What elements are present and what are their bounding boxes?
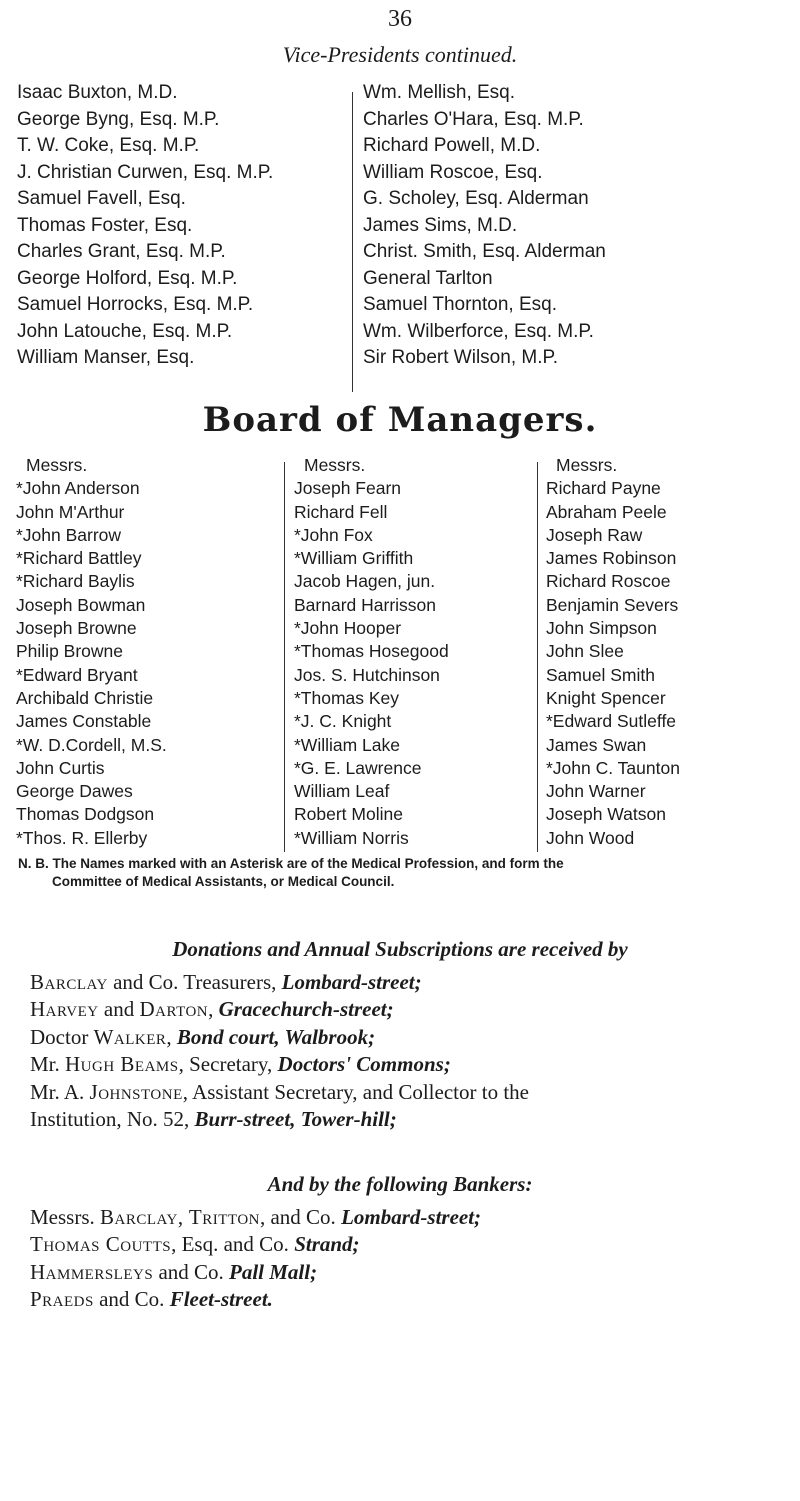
donation-receiver-line [0, 996, 800, 1024]
manager-name: William Leaf [294, 781, 390, 802]
column-divider [284, 462, 285, 852]
vice-president-name: William Roscoe, Esq. [363, 161, 543, 183]
vice-president-name: John Latouche, Esq. M.P. [17, 320, 233, 342]
column-head: Messrs. [304, 455, 366, 475]
receiver-address: Burr-street, Tower-hill; [194, 1107, 397, 1131]
vice-president-name: General Tarlton [363, 267, 493, 289]
banker-name: Hammersleys [30, 1259, 154, 1284]
manager-name: John Slee [546, 641, 624, 662]
manager-name: Joseph Browne [16, 618, 137, 639]
receiver-name: Barclay [30, 969, 108, 994]
banker-line [0, 1231, 800, 1259]
banker-line [0, 1286, 800, 1314]
banker-text: and Co. [93, 1287, 170, 1311]
board-of-managers-heading: Board of Managers. [202, 400, 598, 440]
manager-name: *G. E. Lawrence [294, 757, 422, 778]
manager-name: Richard Roscoe [546, 571, 671, 592]
banker-address: Pall Mall; [229, 1259, 318, 1284]
receiver-text: Doctor [30, 1024, 94, 1049]
managers-column-1 [16, 454, 278, 850]
asterisk-note [18, 855, 788, 891]
managers-column-2 [294, 454, 534, 850]
vice-presidents-title: Vice-Presidents continued. [282, 42, 518, 67]
column-head: Messrs. [556, 455, 618, 475]
receiver-name: Harvey [30, 997, 99, 1021]
receiver-address: Doctors' Commons; [277, 1052, 451, 1076]
manager-name: *John Anderson [16, 478, 140, 499]
manager-name: *William Griffith [294, 548, 414, 569]
receiver-text: , [208, 997, 219, 1021]
vice-president-name: Samuel Horrocks, Esq. M.P. [17, 294, 254, 315]
receiver-address: Gracechurch-street; [218, 997, 394, 1021]
manager-name: *J. C. Knight [294, 711, 392, 732]
manager-name: Joseph Raw [546, 524, 643, 545]
vice-president-name: Charles Grant, Esq. M.P. [17, 241, 226, 262]
manager-name: Richard Payne [546, 478, 661, 499]
banker-text: and Co. [153, 1259, 230, 1284]
banker-name: Barclay, Tritton [100, 1204, 260, 1229]
banker-name: Praeds [30, 1287, 94, 1311]
donation-receiver-line [0, 969, 800, 997]
manager-name: *Thomas Hosegood [294, 641, 449, 662]
banker-address: Lombard-street; [341, 1204, 482, 1229]
receiver-text: and Co. Treasurers, [107, 969, 282, 994]
manager-name: *William Norris [294, 827, 409, 848]
donations-heading: Donations and Annual Subscriptions are received by [172, 937, 628, 961]
manager-name: George Dawes [16, 781, 133, 802]
receiver-text: and [98, 997, 140, 1021]
vice-president-name: William Manser, Esq. [17, 347, 195, 368]
page-number: 36 [388, 6, 412, 32]
receiver-text: , Assistant Secretary, and Collector to the [182, 1079, 529, 1104]
manager-name: Abraham Peele [546, 501, 667, 522]
manager-name: Jacob Hagen, jun. [294, 571, 436, 592]
managers-column-3 [546, 454, 796, 850]
donations-section [0, 936, 800, 1134]
bankers-heading: And by the following Bankers: [267, 1172, 533, 1196]
vice-president-name: J. Christian Curwen, Esq. M.P. [17, 161, 274, 183]
manager-name: *William Lake [294, 734, 400, 755]
manager-name: James Robinson [546, 548, 677, 569]
receiver-text: Mr. A. [30, 1079, 90, 1104]
receiver-name: Darton [139, 997, 209, 1021]
manager-name: Joseph Watson [546, 804, 666, 825]
manager-name: Barnard Harrisson [294, 594, 436, 615]
manager-name: Joseph Fearn [294, 478, 402, 499]
vice-president-name: Christ. Smith, Esq. Alderman [363, 241, 606, 262]
vice-presidents-left-column [17, 80, 337, 372]
banker-address: Strand; [294, 1232, 360, 1256]
vice-president-name: G. Scholey, Esq. Alderman [363, 188, 589, 209]
receiver-text: , Secretary, [178, 1052, 278, 1076]
vice-president-name: Charles O'Hara, Esq. M.P. [363, 108, 584, 130]
manager-name: Richard Fell [294, 501, 388, 522]
vice-president-name: Samuel Thornton, Esq. [363, 294, 557, 315]
vice-president-name: James Sims, M.D. [363, 214, 518, 236]
manager-name: *Edward Sutleffe [546, 711, 677, 732]
manager-name: Thomas Dodgson [16, 804, 155, 825]
column-divider [537, 462, 538, 852]
manager-name: Jos. S. Hutchinson [294, 664, 440, 685]
banker-address: Fleet-street. [169, 1287, 273, 1311]
receiver-address: Lombard-street; [281, 969, 422, 994]
manager-name: Benjamin Severs [546, 594, 679, 615]
manager-name: *Richard Baylis [16, 571, 135, 592]
donation-receiver-line [0, 1024, 800, 1052]
receiver-name: Johnstone [89, 1079, 183, 1104]
vice-president-name: Richard Powell, M.D. [363, 135, 541, 156]
manager-name: *John C. Taunton [546, 757, 680, 778]
manager-name: John M'Arthur [16, 501, 125, 522]
banker-text: , and Co. [259, 1204, 342, 1229]
manager-name: John Wood [546, 827, 635, 848]
banker-line [0, 1204, 800, 1232]
donation-receiver-line [0, 1106, 800, 1134]
vice-presidents-right-column [363, 80, 783, 372]
manager-name: Archibald Christie [16, 687, 154, 708]
receiver-text: , [166, 1024, 177, 1049]
manager-name: *John Barrow [16, 524, 122, 545]
column-divider [352, 92, 353, 392]
receiver-text: Institution, No. 52, [30, 1107, 195, 1131]
manager-name: John Warner [546, 781, 646, 802]
banker-name: Thomas Coutts [30, 1232, 172, 1256]
vice-president-name: Thomas Foster, Esq. [17, 214, 193, 236]
vice-president-name: T. W. Coke, Esq. M.P. [17, 135, 200, 156]
banker-line [0, 1259, 800, 1287]
donation-receiver-line [0, 1051, 800, 1079]
vice-president-name: Samuel Favell, Esq. [17, 188, 186, 209]
vice-president-name: George Holford, Esq. M.P. [17, 267, 238, 289]
banker-text: Messrs. [30, 1204, 101, 1229]
manager-name: *Thos. R. Ellerby [16, 827, 148, 848]
donation-receiver-line [0, 1079, 800, 1107]
bankers-section [0, 1171, 800, 1314]
receiver-name: Hugh Beams [65, 1052, 179, 1076]
manager-name: Knight Spencer [546, 687, 666, 708]
manager-name: *Thomas Key [294, 687, 400, 708]
manager-name: Samuel Smith [546, 664, 655, 685]
manager-name: *Edward Bryant [16, 664, 138, 685]
vice-president-name: George Byng, Esq. M.P. [17, 108, 220, 130]
vice-president-name: Sir Robert Wilson, M.P. [363, 347, 558, 368]
manager-name: John Curtis [16, 757, 105, 778]
vice-president-name: Wm. Wilberforce, Esq. M.P. [363, 320, 594, 342]
note-line: Committee of Medical Assistants, or Medical Council. [52, 874, 395, 889]
receiver-name: Walker [93, 1024, 167, 1049]
banker-text: , Esq. and Co. [171, 1232, 295, 1256]
manager-name: *John Fox [294, 524, 373, 545]
manager-name: *Richard Battley [16, 548, 142, 569]
manager-name: *W. D.Cordell, M.S. [16, 734, 167, 755]
manager-name: *John Hooper [294, 618, 402, 639]
manager-name: Robert Moline [294, 804, 403, 825]
manager-name: John Simpson [546, 618, 657, 639]
receiver-address: Bond court, Walbrook; [176, 1024, 376, 1049]
note-line: N. B. The Names marked with an Asterisk are of the Medical Profession, and form the [18, 856, 564, 871]
vice-president-name: Isaac Buxton, M.D. [17, 82, 178, 103]
manager-name: Philip Browne [16, 641, 123, 662]
manager-name: James Swan [546, 734, 647, 755]
manager-name: James Constable [16, 711, 152, 732]
vice-president-name: Wm. Mellish, Esq. [363, 82, 516, 103]
receiver-text: Mr. [30, 1052, 66, 1076]
manager-name: Joseph Bowman [16, 594, 146, 615]
column-head: Messrs. [26, 455, 88, 475]
